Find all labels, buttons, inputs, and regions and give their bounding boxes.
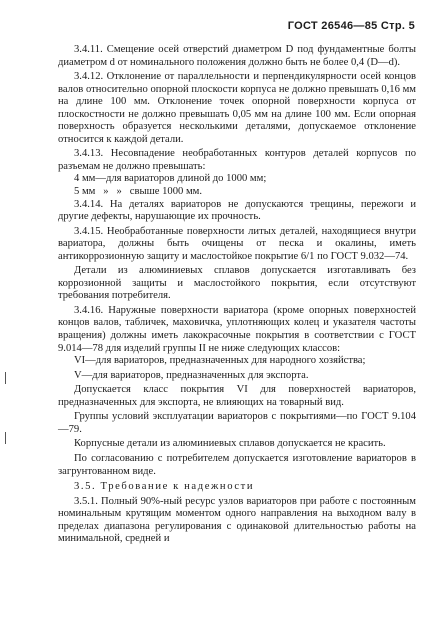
paragraph-class-vi-export: Допускается класс покрытия VI для поверхностей вариаторов, предназначенных для экспорта, не влияющих на товарный вид.	[58, 384, 416, 408]
page-header	[288, 20, 415, 32]
standard-number: ГОСТ 26546—85	[287, 20, 378, 32]
paragraph-3-4-14: 3.4.14. На деталях вариаторов не допускаются трещины, пережоги и другие дефекты, нарушающие их прочность.	[58, 198, 416, 223]
coating-class-vi: VI—для вариаторов, предназначенных для народного хозяйства;	[74, 355, 366, 367]
list-item-5mm: 5 мм » » свыше 1000 мм.	[74, 186, 203, 198]
page-number: Стр. 5	[380, 20, 415, 32]
document-body	[58, 44, 416, 546]
paragraph-primed: По согласованию с потребителем допускается изготовление вариаторов в загрунтованном виде.	[58, 452, 416, 477]
list-item-4mm: 4 мм—для вариаторов длиной до 1000 мм;	[74, 173, 267, 185]
paragraph-3-5-1: 3.5.1. Полный 90%-ный ресурс узлов вариаторов при работе с постоянным номинальным крутящим моментом одного направления на выходном валу в пределах диапазона регулирования с одинаковой длительностью работы на минимальной, средней и	[58, 495, 416, 545]
margin-mark	[5, 372, 9, 384]
paragraph-aluminium-parts: Детали из алюминиевых сплавов допускается изготавливать без коррозионной защиты и маслостойкого покрытия, если отсутствуют требования потребителя.	[58, 265, 416, 302]
margin-mark	[5, 432, 9, 444]
paragraph-body-parts: Корпусные детали из алюминиевых сплавов допускается не красить.	[74, 438, 386, 450]
paragraph-3-4-16: 3.4.16. Наружные поверхности вариатора (кроме опорных поверхностей концов валов, табличек, маховичка, уплотняющих колец и указателя частоты вращения) должны иметь лакокрасочные покрытия в соответствии с ГОСТ 9.014—78 для изделий группы II не ниже следующих классов:	[58, 304, 416, 354]
paragraph-3-4-11: 3.4.11. Смещение осей отверстий диаметром D под фундаментные болты диаметром d от номинального положения должно быть не более 0,4 (D—d).	[58, 44, 416, 68]
paragraph-operating-groups: Группы условий эксплуатации вариаторов с покрытиями—по ГОСТ 9.104—79.	[58, 411, 416, 435]
section-heading-reliability: 3.5. Требование к надежности	[74, 481, 255, 493]
coating-class-v: V—для вариаторов, предназначенных для экспорта.	[74, 369, 309, 381]
paragraph-3-4-15: 3.4.15. Необработанные поверхности литых деталей, находящиеся внутри вариатора, должны быть очищены от песка и окалины, иметь антикоррозионную защиту и маслостойкое покрытие 6/1 по ГОСТ 9.032—74.	[58, 225, 416, 262]
paragraph-3-4-13: 3.4.13. Несовпадение необработанных контуров деталей корпусов по разъемам не должно превышать:	[58, 148, 416, 172]
paragraph-3-4-12: 3.4.12. Отклонение от параллельности и перпендикулярности осей концов валов относительно опорной плоскости корпуса не должно превышать 0,16 мм на длине 100 мм. Отклонение точек опорной поверхности корпуса от плоскостности не должно превышать 0,05 мм на длине 100 мм. Если опорная поверхность образуется несколькими деталями, допускаемое отклонение относится к каждой детали.	[58, 71, 416, 145]
